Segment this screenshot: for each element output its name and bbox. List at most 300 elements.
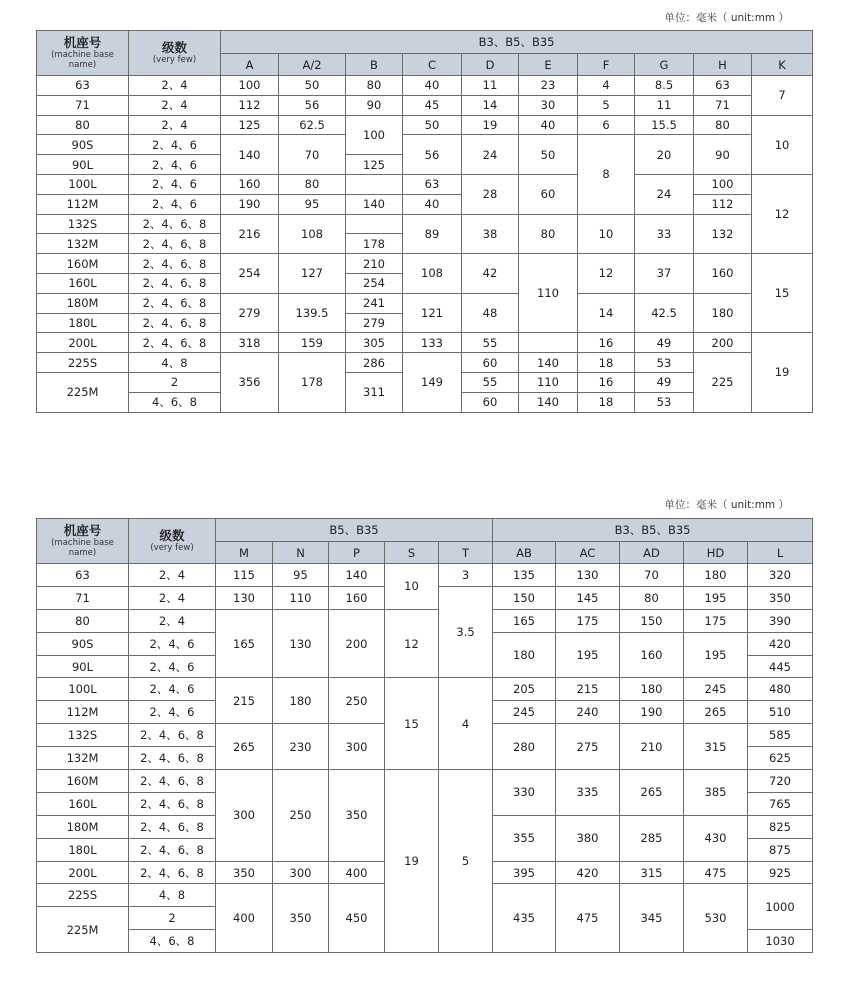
table-cell: 318 [221,333,279,353]
table-cell: 4、8 [129,884,216,907]
table-cell: 150 [493,586,556,609]
table-cell: 195 [556,632,620,678]
table-cell: 12 [385,609,439,678]
table-cell: 4 [439,678,493,770]
table-cell: 150 [620,609,684,632]
table-cell: 178 [279,353,346,412]
table-cell: 180 [273,678,329,724]
table-cell: 3.5 [439,586,493,678]
table-cell: 2、4、6、8 [129,770,216,793]
table-cell: 20 [635,135,694,175]
table-cell: 62.5 [279,115,346,135]
table-cell: 2、4、6 [129,678,216,701]
table-cell: 225S [37,884,129,907]
table-row [37,174,813,194]
table-cell: 1030 [748,930,813,953]
table-row [37,214,813,234]
table-cell: 16 [578,333,635,353]
header-poles-cn: 级数 [159,528,185,543]
table-cell: 475 [556,884,620,953]
table-cell: 63 [694,76,752,96]
header-machine-base-cn: 机座号 [63,523,102,538]
table-cell: 130 [216,586,273,609]
header-group-b3-b5-b35: B3、B5、B35 [221,31,813,54]
table-cell: 8.5 [635,76,694,96]
column-header: F [578,54,635,76]
table-cell: 132S [37,724,129,747]
table-cell: 2、4、6、8 [129,724,216,747]
table-cell: 140 [221,135,279,175]
table-cell: 10 [752,115,813,174]
table-cell: 2、4 [129,76,221,96]
table-cell: 160M [37,254,129,274]
table-cell: 450 [329,884,385,953]
table-cell: 132S [37,214,129,234]
table-cell: 70 [620,564,684,587]
table-cell: 215 [556,678,620,701]
table-cell: 56 [279,95,346,115]
table-cell: 2、4 [129,586,216,609]
table-cell: 19 [752,333,813,412]
table-cell: 420 [556,861,620,884]
table-cell: 430 [684,815,748,861]
table-cell: 210 [346,254,403,274]
table-cell: 63 [37,564,129,587]
table-cell: 345 [620,884,684,953]
column-header: K [752,54,813,76]
table-cell: 90 [346,95,403,115]
table-cell: 145 [556,586,620,609]
table-cell: 2、4、6、8 [129,815,216,838]
table-cell: 140 [519,392,578,412]
table-cell: 133 [403,333,462,353]
table-cell: 80 [37,115,129,135]
table-cell: 1000 [748,884,813,930]
column-header: T [439,542,493,564]
table-cell: 28 [462,174,519,214]
table-cell: 48 [462,293,519,333]
table-cell: 720 [748,770,813,793]
table-cell: 265 [216,724,273,770]
column-header: B [346,54,403,76]
table-cell: 42.5 [635,293,694,333]
table-cell: 210 [620,724,684,770]
table-row [37,254,813,274]
table-cell: 190 [620,701,684,724]
table-cell: 60 [519,174,578,214]
table-cell: 10 [578,214,635,254]
table-cell: 4 [578,76,635,96]
table-cell: 100 [346,115,403,155]
table-row [37,609,813,632]
table-cell: 60 [462,392,519,412]
table-cell: 825 [748,815,813,838]
table-cell: 8 [578,135,635,214]
table-cell: 149 [403,353,462,412]
table-cell: 200L [37,333,129,353]
table-cell: 4、8 [129,353,221,373]
table-cell: 279 [221,293,279,333]
table-cell: 140 [346,194,403,214]
table-cell: 350 [329,770,385,862]
table-row [37,678,813,701]
table-cell: 2、4、6 [129,655,216,678]
table-cell: 2、4、6、8 [129,273,221,293]
table-cell: 254 [346,273,403,293]
table-cell: 80 [37,609,129,632]
table-cell: 71 [37,95,129,115]
table-cell: 132M [37,234,129,254]
table-cell: 925 [748,861,813,884]
table-cell: 100 [694,174,752,194]
unit-label: 单位：毫米（ unit:mm ） [664,499,789,511]
table-cell: 355 [493,815,556,861]
table-cell: 95 [273,564,329,587]
table-cell: 15.5 [635,115,694,135]
table-cell [346,214,403,234]
table-cell: 140 [519,353,578,373]
table-cell: 2、4、6 [129,174,221,194]
table-cell: 315 [620,861,684,884]
table-cell: 112 [694,194,752,214]
table-cell: 435 [493,884,556,953]
table-cell: 180 [684,564,748,587]
table-cell: 110 [519,254,578,333]
header-poles [129,31,221,76]
column-header: A/2 [279,54,346,76]
table-cell: 475 [684,861,748,884]
table-cell: 100L [37,678,129,701]
table-cell: 510 [748,701,813,724]
header-machine-base-en: (machine base name) [51,50,114,70]
column-header: G [635,54,694,76]
table-cell: 63 [403,174,462,194]
table-cell: 60 [462,353,519,373]
table-cell: 530 [684,884,748,953]
table-cell: 112M [37,701,129,724]
table-cell: 160M [37,770,129,793]
table-cell: 2、4、6、8 [129,838,216,861]
table-cell: 40 [403,194,462,214]
table-cell: 380 [556,815,620,861]
table-cell: 315 [684,724,748,770]
table-cell: 12 [578,254,635,294]
table-cell: 875 [748,838,813,861]
table-cell: 38 [462,214,519,254]
table-cell: 30 [519,95,578,115]
table-cell: 90S [37,632,129,655]
table-cell: 14 [462,95,519,115]
table-cell: 160L [37,792,129,815]
unit-label: 单位：毫米（ unit:mm ） [664,12,789,24]
table-cell: 286 [346,353,403,373]
table-cell: 400 [329,861,385,884]
table-cell: 2、4 [129,115,221,135]
table-cell: 350 [216,861,273,884]
column-header: A [221,54,279,76]
table-cell: 200 [694,333,752,353]
table-cell: 300 [216,770,273,862]
table-cell: 311 [346,372,403,412]
table-cell: 80 [519,214,578,254]
table-cell: 245 [684,678,748,701]
table-cell: 80 [694,115,752,135]
table-cell: 63 [37,76,129,96]
table-cell: 18 [578,353,635,373]
table-cell: 180M [37,293,129,313]
table-cell: 15 [752,254,813,333]
table-cell: 480 [748,678,813,701]
table-cell: 90S [37,135,129,155]
table-cell: 2、4、6、8 [129,861,216,884]
table-cell: 90L [37,655,129,678]
table-cell: 71 [37,586,129,609]
table-cell: 2、4、6、8 [129,333,221,353]
table-cell: 305 [346,333,403,353]
table-cell: 125 [346,155,403,175]
table-cell: 11 [635,95,694,115]
table-cell: 254 [221,254,279,294]
table-cell: 18 [578,392,635,412]
table-cell: 70 [279,135,346,175]
table-cell: 160L [37,273,129,293]
table-cell: 15 [385,678,439,770]
table-cell: 110 [519,372,578,392]
column-header: AD [620,542,684,564]
table-cell: 585 [748,724,813,747]
table-cell: 320 [748,564,813,587]
table-cell: 40 [403,76,462,96]
table-cell: 175 [684,609,748,632]
header-group-b3-b5-b35: B3、B5、B35 [493,519,813,542]
table-row [37,564,813,587]
table-cell [346,174,403,194]
column-header: C [403,54,462,76]
header-machine-base [37,519,129,564]
table-cell: 5 [578,95,635,115]
table-cell: 159 [279,333,346,353]
table-cell: 12 [752,174,813,253]
table-cell: 53 [635,392,694,412]
table-cell: 160 [620,632,684,678]
table-row [37,194,813,214]
column-header: H [694,54,752,76]
table-cell: 42 [462,254,519,294]
table-cell: 275 [556,724,620,770]
table-cell: 24 [462,135,519,175]
table-cell: 5 [439,770,493,953]
table-cell: 55 [462,333,519,353]
header-machine-base-cn: 机座号 [63,35,102,50]
table-cell: 2、4、6、8 [129,254,221,274]
table-cell: 45 [403,95,462,115]
table-cell: 2、4、6、8 [129,747,216,770]
table-cell: 2、4、6、8 [129,234,221,254]
header-poles [129,519,216,564]
table-cell: 110 [273,586,329,609]
table-row [37,115,813,135]
table-row [37,76,813,96]
table-row [37,770,813,793]
table-cell: 2、4、6 [129,135,221,155]
table-cell: 6 [578,115,635,135]
column-header: AB [493,542,556,564]
dimension-table-b3-b5-b35 [36,30,813,413]
table-cell: 356 [221,353,279,412]
table-cell: 330 [493,770,556,816]
table-cell: 625 [748,747,813,770]
table-cell: 90 [694,135,752,175]
table-cell: 205 [493,678,556,701]
table-cell: 200L [37,861,129,884]
table-cell: 280 [493,724,556,770]
table-cell: 225 [694,353,752,412]
table-cell: 190 [221,194,279,214]
table-cell: 265 [684,701,748,724]
table-cell: 390 [748,609,813,632]
table-cell: 125 [221,115,279,135]
table-cell: 2、4、6 [129,155,221,175]
table-cell [519,333,578,353]
table-cell: 180L [37,838,129,861]
table-cell: 4、6、8 [129,930,216,953]
table-cell: 240 [556,701,620,724]
table-cell: 2、4、6 [129,701,216,724]
table-cell: 2、4 [129,609,216,632]
table-cell: 53 [635,353,694,373]
table-cell: 80 [279,174,346,194]
table-cell: 245 [493,701,556,724]
table-cell: 50 [403,115,462,135]
header-poles-en: (very few) [152,55,197,65]
table-cell: 160 [221,174,279,194]
table-cell: 180 [493,632,556,678]
table-cell: 165 [216,609,273,678]
table-cell: 200 [329,609,385,678]
table-cell: 33 [635,214,694,254]
table-cell: 100L [37,174,129,194]
table-cell: 121 [403,293,462,333]
table-cell: 2 [129,907,216,930]
table-cell: 2、4、6 [129,632,216,655]
table-cell: 350 [273,884,329,953]
table-cell: 80 [620,586,684,609]
table-cell: 216 [221,214,279,254]
table-cell: 19 [462,115,519,135]
table-cell: 50 [279,76,346,96]
table-cell: 132M [37,747,129,770]
column-header: P [329,542,385,564]
table-cell: 765 [748,792,813,815]
table-cell: 2、4、6、8 [129,313,221,333]
table-cell: 95 [279,194,346,214]
header-poles-cn: 级数 [161,40,187,55]
table-cell: 7 [752,76,813,116]
table-cell: 335 [556,770,620,816]
column-header: AC [556,542,620,564]
table-cell: 285 [620,815,684,861]
table-cell: 23 [519,76,578,96]
table-cell: 180L [37,313,129,333]
column-header: E [519,54,578,76]
column-header: S [385,542,439,564]
table-cell: 180 [620,678,684,701]
table-cell: 160 [329,586,385,609]
table-cell: 4、6、8 [129,392,221,412]
column-header: D [462,54,519,76]
table-cell: 2、4、6、8 [129,792,216,815]
table-row [37,353,813,373]
table-cell: 2 [129,372,221,392]
table-cell: 112 [221,95,279,115]
table-cell: 250 [329,678,385,724]
table-cell: 108 [403,254,462,294]
dimension-table-flange [36,518,813,953]
table-cell: 130 [556,564,620,587]
table-cell: 56 [403,135,462,175]
table-row [37,333,813,353]
table-cell: 165 [493,609,556,632]
header-group-b5-b35: B5、B35 [216,519,493,542]
table-cell: 250 [273,770,329,862]
table-cell: 2、4 [129,95,221,115]
table-cell: 108 [279,214,346,254]
table-cell: 49 [635,333,694,353]
column-header: L [748,542,813,564]
table-cell: 89 [403,214,462,254]
table-cell: 140 [329,564,385,587]
table-cell: 2、4、6 [129,194,221,214]
table-cell: 160 [694,254,752,294]
table-cell: 139.5 [279,293,346,333]
table-cell: 50 [519,135,578,175]
table-cell: 195 [684,586,748,609]
table-cell: 135 [493,564,556,587]
table-cell: 10 [385,564,439,610]
table-cell: 49 [635,372,694,392]
table-cell: 40 [519,115,578,135]
table-cell: 127 [279,254,346,294]
table-cell: 215 [216,678,273,724]
table-cell: 385 [684,770,748,816]
table-cell: 195 [684,632,748,678]
table-cell: 175 [556,609,620,632]
table-cell: 115 [216,564,273,587]
table-cell: 24 [635,174,694,214]
table-cell: 241 [346,293,403,313]
table-cell: 230 [273,724,329,770]
table-cell: 16 [578,372,635,392]
table-cell: 2、4、6、8 [129,293,221,313]
column-header: M [216,542,273,564]
table-row [37,95,813,115]
table-cell: 3 [439,564,493,587]
header-machine-base [37,31,129,76]
table-cell: 395 [493,861,556,884]
table-cell: 14 [578,293,635,333]
table-cell: 178 [346,234,403,254]
table-row [37,293,813,313]
table-cell: 400 [216,884,273,953]
table-cell: 130 [273,609,329,678]
header-poles-en: (very few) [150,543,194,553]
column-header: HD [684,542,748,564]
table-cell: 300 [273,861,329,884]
table-cell: 265 [620,770,684,816]
table-cell: 2、4 [129,564,216,587]
table-cell: 225S [37,353,129,373]
table-cell: 279 [346,313,403,333]
